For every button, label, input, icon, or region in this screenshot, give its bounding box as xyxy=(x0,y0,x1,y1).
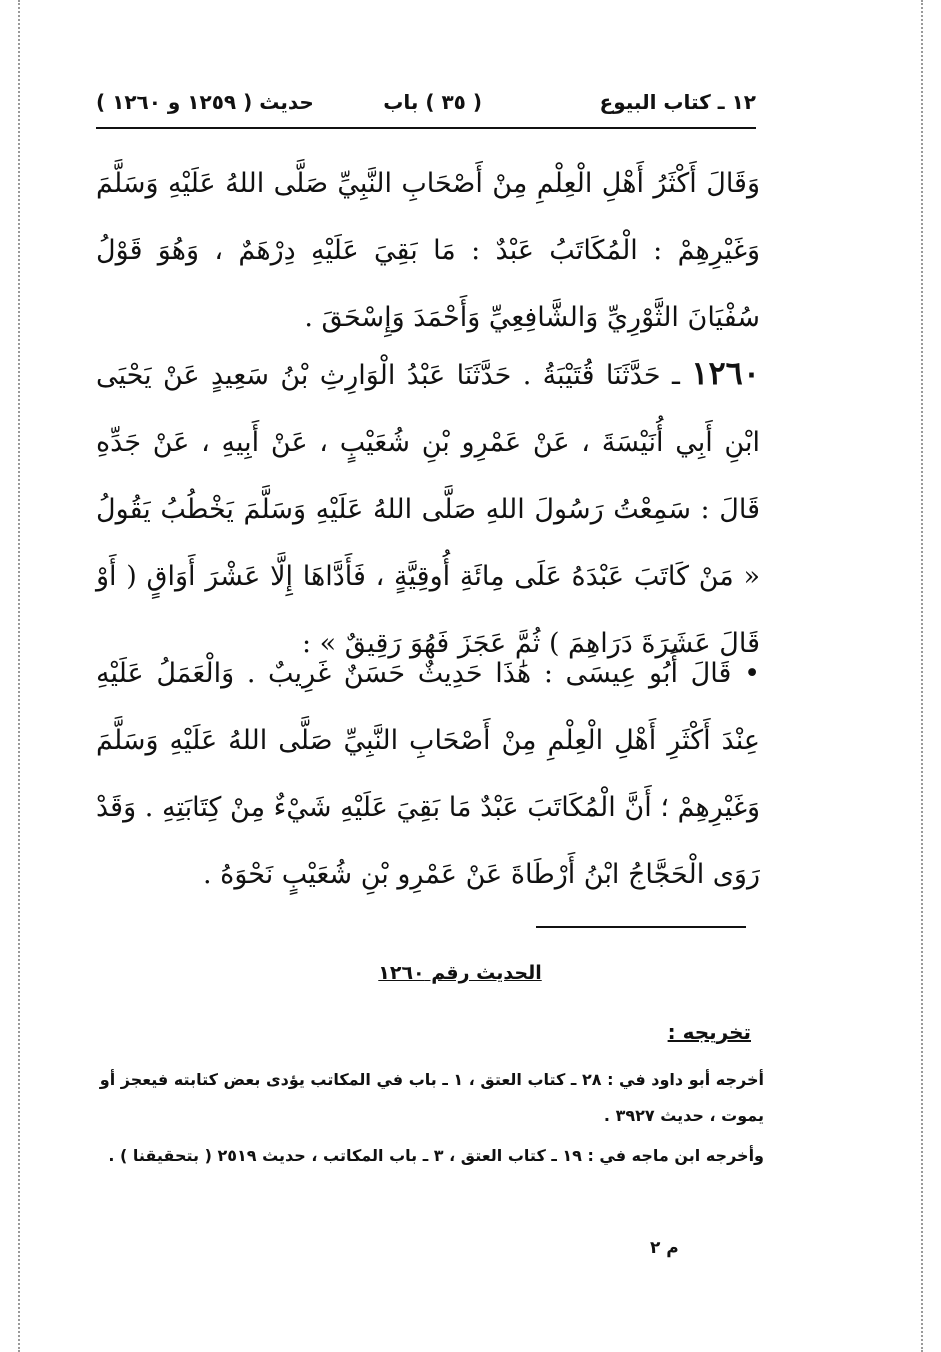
book-title: ١٢ ـ كتاب البيوع xyxy=(599,90,756,114)
scan-edge-left xyxy=(18,0,20,1352)
hadith-range: حديث ( ١٢٥٩ و ١٢٦٠ ) xyxy=(96,90,314,114)
paragraph-abu-isa-comment: • قَالَ أَبُو عِيسَى : هَٰذَا حَدِيثٌ حَسَنٌ غَرِيبٌ . وَالْعَمَلُ عَلَيْهِ عِنْدَ أَكْثَرِ أَهْلِ الْعِلْمِ مِنْ أَصْحَابِ النَّبِيِّ صَلَّى اللهُ عَلَيْهِ وَسَلَّمَ وَغَيْرِهِمْ ؛ أَنَّ الْمُكَاتَبَ عَبْدٌ مَا بَقِيَ عَلَيْهِ شَيْءٌ مِنْ كِتَابَتِهِ . وَقَدْ رَوَى الْحَجَّاجُ ابْنُ أَرْطَاةَ عَنْ عَمْرِو بْنِ شُعَيْبٍ نَحْوَهُ . xyxy=(96,658,760,890)
page-signature: م ٢ xyxy=(650,1238,679,1258)
chapter-title: ( ٣٥ ) باب xyxy=(383,90,482,114)
paragraph-scholars-view: وَقَالَ أَكْثَرُ أَهْلِ الْعِلْمِ مِنْ أَصْحَابِ النَّبِيِّ صَلَّى اللهُ عَلَيْهِ وَسَلَّمَ وَغَيْرِهِمْ : الْمُكَاتَبُ عَبْدٌ : مَا بَقِيَ عَلَيْهِ دِرْهَمٌ ، وَهُوَ قَوْلُ سُفْيَانَ الثَّوْرِيِّ وَالشَّافِعِيِّ وَأَحْمَدَ وَإِسْحَقَ . xyxy=(96,168,760,333)
paragraph-hadith-1260 xyxy=(96,340,760,677)
hadith-number: ١٢٦٠ xyxy=(691,354,760,392)
footnote-abu-dawud: أخرجه أبو داود في : ٢٨ ـ كتاب العتق ، ١ ـ باب في المكاتب يؤدى بعض كتابته فيعجز أو يموت ، حديث ٣٩٢٧ . xyxy=(99,1070,764,1125)
footnote-hadith-ref: الحديث رقم ١٢٦٠ xyxy=(378,962,542,984)
hadith-text: ـ حَدَّثَنَا قُتَيْبَةُ . حَدَّثَنَا عَبْدُ الْوَارِثِ بْنُ سَعِيدٍ عَنْ يَحْيَى ابْنِ أَبِي أُنَيْسَةَ ، عَنْ عَمْرِو بْنِ شُعَيْبٍ ، عَنْ أَبِيهِ ، عَنْ جَدِّهِ قَالَ : سَمِعْتُ رَسُولَ اللهِ صَلَّى اللهُ عَلَيْهِ وَسَلَّمَ يَخْطُبُ يَقُولُ « مَنْ كَاتَبَ عَبْدَهُ عَلَى مِائَةِ أُوقِيَّةٍ ، فَأَدَّاهَا إِلَّا عَشْرَ أَوَاقٍ ( أَوْ قَالَ عَشَرَةَ دَرَاهِمَ ) ثُمَّ عَجَزَ فَهُوَ رَقِيقٌ » : xyxy=(96,360,760,659)
takhrij-label: تخريجه : xyxy=(667,1020,751,1044)
footnote-divider xyxy=(536,926,746,928)
footnote-ibn-majah: وأخرجه ابن ماجه في : ١٩ ـ كتاب العتق ، ٣ ـ باب المكاتب ، حديث ٢٥١٩ ( بتحقيقنا ) . xyxy=(108,1146,764,1165)
header-rule xyxy=(96,127,756,129)
running-header xyxy=(96,86,756,126)
scan-edge-right xyxy=(921,0,923,1352)
